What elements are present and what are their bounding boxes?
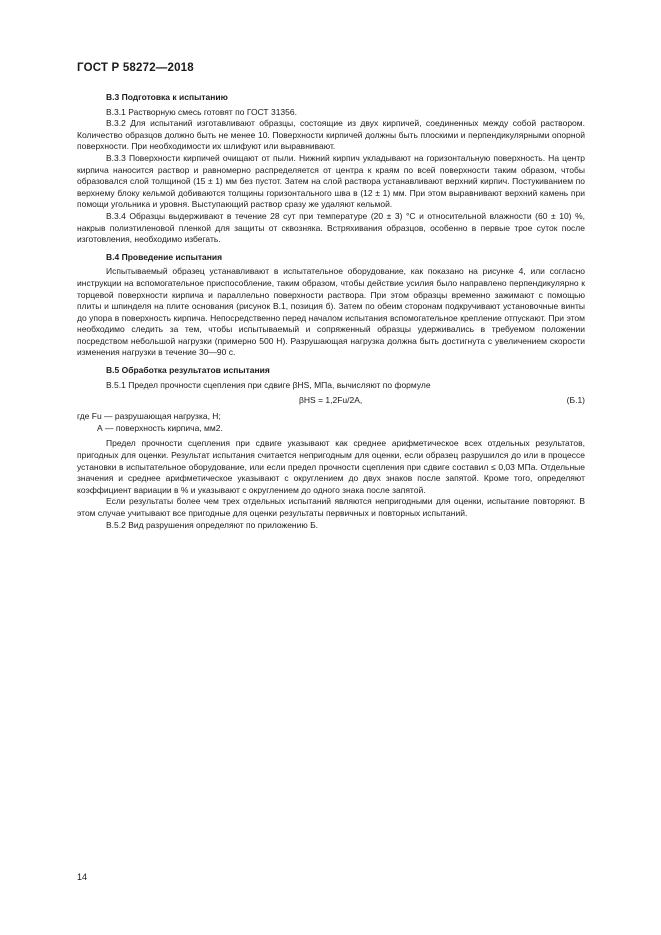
paragraph-b3-4: В.3.4 Образцы выдерживают в течение 28 сут при температуре (20 ± 3) °С и относительной влажности (60 ± 10) %, накрыв полиэтиленовой пленкой для защиты от сквозняка. Встряхивания образцов, особенно в первые трое суток после изготовления, необходимо избегать.: [77, 210, 585, 245]
paragraph-b5-3: Если результаты более чем трех отдельных испытаний являются непригодными для оценки, испытание повторяют. В этом случае учитывают все пригодные для оценки результаты первичных и повторных испытаний.: [77, 496, 585, 518]
paragraph-b3-1: В.3.1 Растворную смесь готовят по ГОСТ 31356.: [106, 106, 297, 117]
section-heading-b4: В.4 Проведение испытания: [106, 251, 223, 262]
section-heading-b3: В.3 Подготовка к испытанию: [106, 92, 228, 102]
legend-item-fu: где Fu — разрушающая нагрузка, Н;: [77, 411, 221, 422]
formula-block: [77, 394, 585, 409]
legend-item-a: А — поверхность кирпича, мм2.: [97, 422, 223, 433]
formula-legend: [77, 411, 585, 434]
paragraph-b3-3: В.3.3 Поверхности кирпичей очищают от пыли. Нижний кирпич укладывают на горизонтальную поверхность. На центр кирпича наносится раствор и равномерно распределяется от центра к краям по всей поверхности таким образом, чтобы образовался слой толщиной (15 ± 1) мм без пустот. Затем на слой раствора устанавливают верхний кирпич. Постукиванием по верхнему блоку кельмой добиваются толщины горизонтального шва в (12 ± 1) мм. При этом выравнивают верхний камень при помощи угольника и уровня. Выступающий раствор сразу же удаляют кельмой.: [77, 152, 585, 210]
page-number: 14: [77, 872, 88, 882]
document-body: [77, 92, 585, 531]
paragraph-b5-2: Предел прочности сцепления при сдвиге указывают как среднее арифметическое всех отдельных результатов, пригодных для оценки. Результат испытания считается непригодным для оценки, если образец разрушился до или в процессе установки в испытательное оборудование, или если предел прочности сцепления при сдвиге составил ≤ 0,03 МПа. Отдельные значения и среднее арифметическое указывают с округлением до двух знаков после запятой. Кроме того, определяют коэффициент вариации в % и указывают с округлением до одного знака после запятой.: [77, 438, 585, 495]
section-heading-b5: В.5 Обработка результатов испытания: [106, 365, 270, 376]
paragraph-b5-1: В.5.1 Предел прочности сцепления при сдвиге βHS, МПа, вычисляют по формуле: [106, 379, 431, 390]
document-title: ГОСТ Р 58272—2018: [77, 62, 194, 74]
paragraph-b5-4: В.5.2 Вид разрушения определяют по приложению Б.: [106, 519, 319, 530]
formula-number: (Б.1): [566, 395, 585, 406]
paragraph-b4-1: Испытываемый образец устанавливают в испытательное оборудование, как показано на рисунке 4, или согласно инструкции на вспомогательное приспособление, таким образом, чтобы действие усилия было направлено перпендикулярно к торцевой поверхности кирпича и параллельно поверхности раствора. При этом образцы временно зажимают с помощью плиты и шпинделя на плите основания (рисунок В.1, позиция б). Затем по обеим сторонам подкручивают установочные винты до упора в поверхность кирпича. Непосредственно перед началом испытания вспомогательное крепление отпускают. При этом необходимо следить за тем, чтобы испытываемый и сопряженный образцы удерживались в требуемом положении посредством небольшой нагрузки (примерно 500 Н). Разрушающая нагрузка должна быть достигнута с увеличением скорости изменения нагрузки в течение 30—90 с.: [77, 266, 585, 358]
formula-expression: βHS = 1,2Fu/2A,: [299, 395, 363, 406]
paragraph-b3-2: В.3.2 Для испытаний изготавливают образцы, состоящие из двух кирпичей, соединенных между собой раствором. Количество образцов должно быть не менее 10. Поверхности кирпичей должны быть плоскими и перпендикулярными опорной поверхности. При необходимости их шлифуют или выравнивают.: [77, 118, 585, 152]
